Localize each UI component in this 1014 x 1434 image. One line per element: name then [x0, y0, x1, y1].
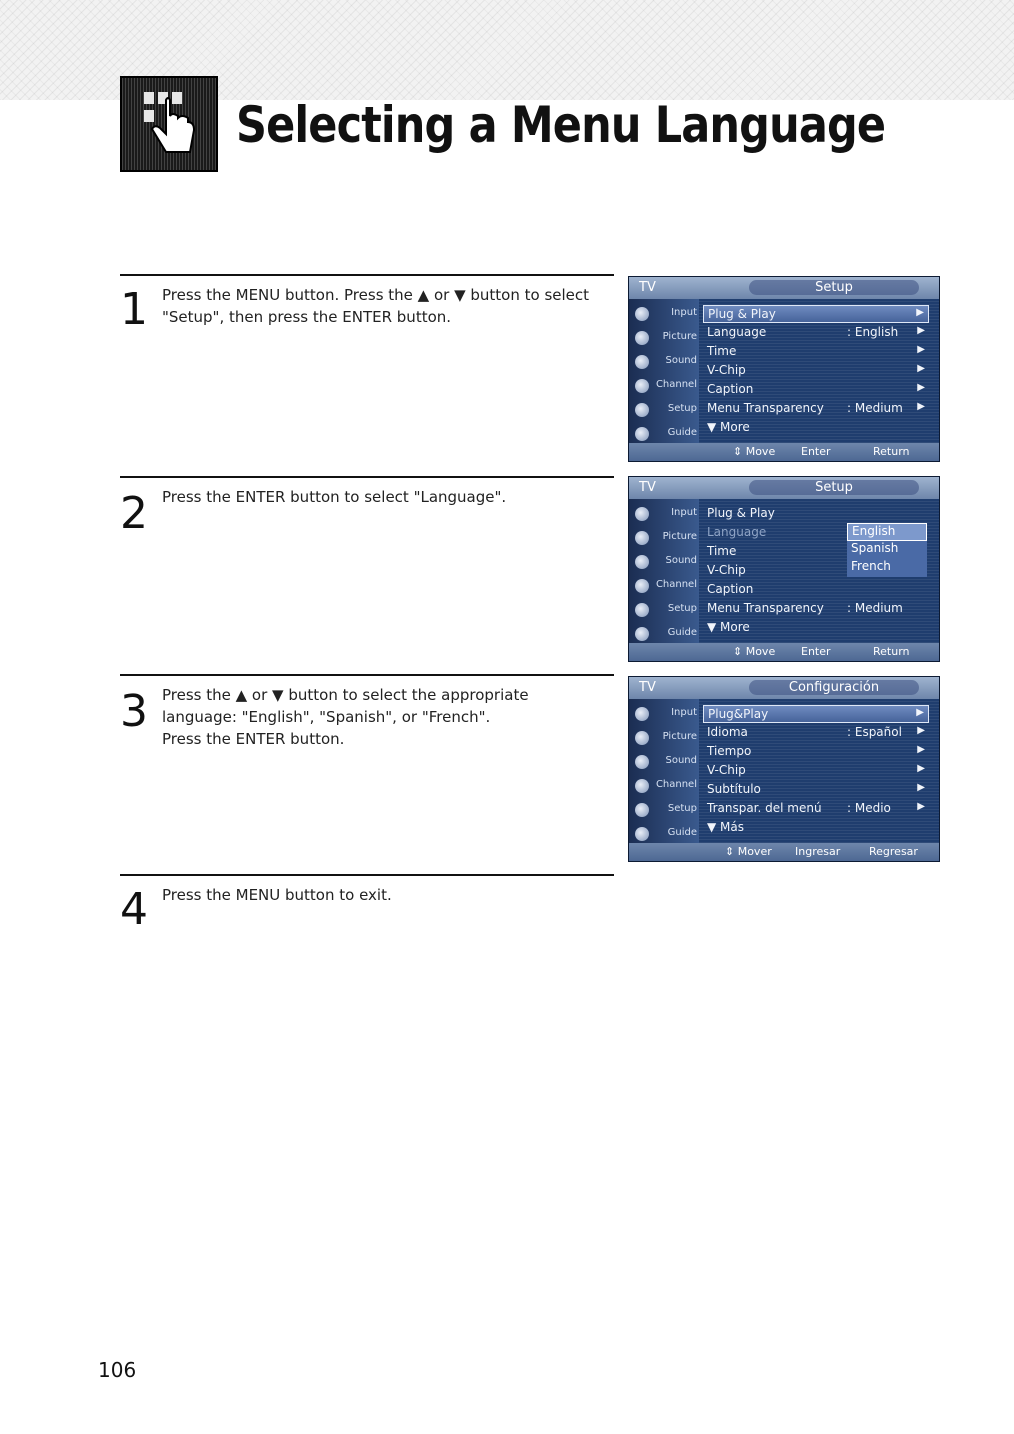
- tv-screen-setup: [628, 276, 940, 462]
- sound-icon: [635, 555, 649, 569]
- menu-item-plug-play: Plug&Play ▶: [703, 705, 929, 723]
- language-option-english: English: [847, 523, 927, 541]
- menu-item-transparency: Menu Transparency : Medium: [707, 601, 903, 615]
- instruction-line: "Setup", then press the ENTER button.: [162, 308, 452, 326]
- sidebar-item-input: Input: [633, 507, 697, 525]
- tv-source-label: TV: [639, 280, 656, 295]
- instruction-line: Press the ENTER button to select "Language".: [162, 488, 507, 506]
- channel-icon: [635, 779, 649, 793]
- footer-return: Regresar: [869, 845, 918, 858]
- tv-header: [629, 277, 939, 299]
- picture-icon: [635, 531, 649, 545]
- menu-item-time: Time ▶: [707, 344, 925, 358]
- tv-menu-title: Configuración: [749, 680, 919, 695]
- tv-screen-configuracion: [628, 676, 940, 862]
- footer-enter: Enter: [801, 445, 831, 458]
- arrow-right-icon: ▶: [917, 782, 925, 793]
- sidebar-item-setup: Setup: [633, 603, 697, 621]
- language-option-spanish: Spanish: [847, 541, 927, 559]
- arrow-right-icon: ▶: [917, 344, 925, 355]
- menu-item-vchip: V-Chip ▶: [707, 363, 925, 377]
- sound-icon: [635, 355, 649, 369]
- menu-item-vchip: V-Chip ▶: [707, 763, 925, 777]
- step-instructions: [162, 884, 616, 906]
- tv-sidebar: [629, 699, 699, 843]
- setup-icon: [635, 403, 649, 417]
- tv-footer: [629, 643, 939, 661]
- step-2: [120, 476, 614, 539]
- step-1: [120, 274, 614, 335]
- sidebar-item-channel: Channel: [633, 579, 697, 597]
- tv-footer: [629, 843, 939, 861]
- language-option-french: French: [847, 559, 927, 577]
- sidebar-item-sound: Sound: [633, 555, 697, 573]
- sidebar-item-input: Input: [633, 307, 697, 325]
- instruction-line: Press the ENTER button.: [162, 730, 345, 748]
- sound-icon: [635, 755, 649, 769]
- step-number: 3: [120, 686, 148, 737]
- tv-screen-language-dropdown: [628, 476, 940, 662]
- step-number: 2: [120, 488, 148, 539]
- step-3: [120, 674, 614, 748]
- arrow-right-icon: ▶: [916, 307, 924, 318]
- arrow-right-icon: ▶: [916, 707, 924, 718]
- picture-icon: [635, 731, 649, 745]
- arrow-right-icon: ▶: [917, 763, 925, 774]
- setup-icon: [635, 803, 649, 817]
- menu-item-caption: Caption: [707, 582, 754, 596]
- footer-return: Return: [873, 645, 910, 658]
- menu-item-tiempo: Tiempo ▶: [707, 744, 925, 758]
- footer-move: ⇕ Move: [733, 445, 776, 458]
- step-instructions: [162, 284, 616, 328]
- menu-item-transparency: Menu Transparency : Medium ▶: [707, 401, 925, 415]
- sidebar-item-picture: Picture: [633, 331, 697, 349]
- footer-enter: Ingresar: [795, 845, 841, 858]
- instruction-line: Press the MENU button to exit.: [162, 886, 392, 904]
- arrow-right-icon: ▶: [917, 401, 925, 412]
- guide-icon: [635, 827, 649, 841]
- step-number: 4: [120, 884, 148, 935]
- sidebar-item-sound: Sound: [633, 755, 697, 773]
- tv-header: [629, 477, 939, 499]
- tv-menu-title: Setup: [749, 280, 919, 295]
- menu-item-language: Language : English ▶: [707, 325, 925, 339]
- menu-item-plug-play: Plug & Play ▶: [703, 305, 929, 323]
- language-dropdown: [847, 523, 927, 577]
- guide-icon: [635, 627, 649, 641]
- sidebar-item-setup: Setup: [633, 403, 697, 421]
- menu-item-more: ▼ More: [707, 620, 750, 634]
- menu-item-plug-play: Plug & Play: [707, 506, 775, 520]
- page-title: Selecting a Menu Language: [236, 96, 886, 154]
- arrow-right-icon: ▶: [917, 363, 925, 374]
- tv-footer: [629, 443, 939, 461]
- tv-source-label: TV: [639, 480, 656, 495]
- page-number: 106: [98, 1358, 137, 1382]
- sidebar-item-picture: Picture: [633, 531, 697, 549]
- arrow-right-icon: ▶: [917, 744, 925, 755]
- sidebar-item-sound: Sound: [633, 355, 697, 373]
- tv-menu-title: Setup: [749, 480, 919, 495]
- footer-enter: Enter: [801, 645, 831, 658]
- instruction-line: Press the ▲ or ▼ button to select the appropriate: [162, 686, 529, 704]
- sidebar-item-guide: Guide: [633, 427, 697, 445]
- menu-item-time: Time: [707, 544, 737, 558]
- arrow-right-icon: ▶: [917, 382, 925, 393]
- menu-item-subtitulo: Subtítulo ▶: [707, 782, 925, 796]
- hand-pointer-icon: [120, 76, 218, 172]
- instruction-line: language: "English", "Spanish", or "French".: [162, 708, 491, 726]
- tv-sidebar: [629, 499, 699, 643]
- step-instructions: [162, 486, 616, 508]
- guide-icon: [635, 427, 649, 441]
- picture-icon: [635, 331, 649, 345]
- menu-item-mas: ▼ Más: [707, 820, 745, 834]
- footer-return: Return: [873, 445, 910, 458]
- menu-item-vchip: V-Chip: [707, 563, 746, 577]
- step-4: [120, 874, 614, 935]
- footer-move: ⇕ Move: [733, 645, 776, 658]
- arrow-right-icon: ▶: [917, 325, 925, 336]
- tv-header: [629, 677, 939, 699]
- step-instructions: [162, 684, 616, 750]
- sidebar-item-channel: Channel: [633, 379, 697, 397]
- input-icon: [635, 707, 649, 721]
- sidebar-item-setup: Setup: [633, 803, 697, 821]
- input-icon: [635, 307, 649, 321]
- sidebar-item-guide: Guide: [633, 827, 697, 845]
- channel-icon: [635, 379, 649, 393]
- tv-sidebar: [629, 299, 699, 443]
- menu-item-language: Language: [707, 525, 767, 539]
- menu-item-more: ▼ More: [707, 420, 750, 434]
- menu-item-transparencia: Transpar. del menú : Medio ▶: [707, 801, 925, 815]
- step-number: 1: [120, 284, 148, 335]
- tv-source-label: TV: [639, 680, 656, 695]
- arrow-right-icon: ▶: [917, 725, 925, 736]
- sidebar-item-input: Input: [633, 707, 697, 725]
- sidebar-item-picture: Picture: [633, 731, 697, 749]
- instruction-line: Press the MENU button. Press the ▲ or ▼ button to select: [162, 286, 590, 304]
- menu-item-idioma: Idioma : Español ▶: [707, 725, 925, 739]
- setup-icon: [635, 603, 649, 617]
- input-icon: [635, 507, 649, 521]
- arrow-right-icon: ▶: [917, 801, 925, 812]
- channel-icon: [635, 579, 649, 593]
- menu-item-caption: Caption ▶: [707, 382, 925, 396]
- sidebar-item-channel: Channel: [633, 779, 697, 797]
- footer-move: ⇕ Mover: [725, 845, 772, 858]
- sidebar-item-guide: Guide: [633, 627, 697, 645]
